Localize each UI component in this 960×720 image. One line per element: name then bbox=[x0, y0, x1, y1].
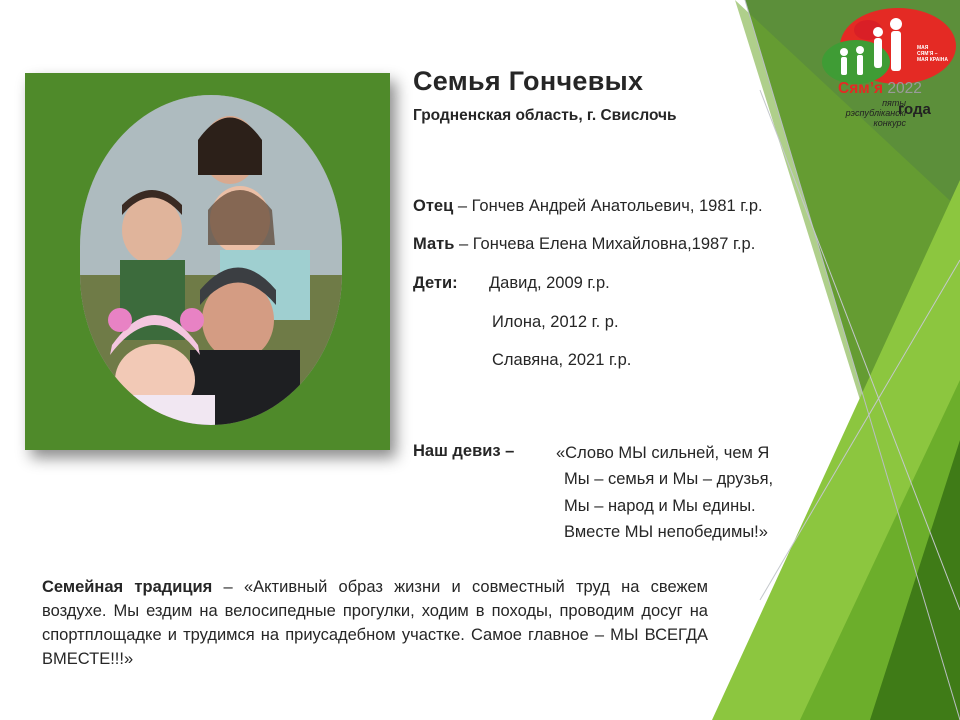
logo-side-text: МАЯ СЯМ’Я – МАЯ КРАІНА bbox=[917, 45, 948, 63]
family-location: Гродненская область, г. Свислочь bbox=[413, 107, 677, 124]
logo-goda: года bbox=[898, 101, 931, 118]
mother-row bbox=[413, 235, 755, 254]
family-photo-illustration bbox=[80, 95, 342, 425]
family-tradition bbox=[42, 575, 708, 671]
child-item: Илона, 2012 г. р. bbox=[492, 313, 619, 331]
tradition-label: Семейная традиция bbox=[42, 578, 213, 596]
family-title: Семья Гончевых bbox=[413, 66, 644, 96]
children-label: Дети: bbox=[413, 274, 458, 292]
child-item: Давид, 2009 г.р. bbox=[489, 274, 610, 292]
logo-title: Сям’я 2022 bbox=[838, 80, 922, 97]
mother-label: Мать bbox=[413, 235, 455, 253]
motto-line: «Слово МЫ сильней, чем Я bbox=[556, 444, 770, 462]
father-row bbox=[413, 197, 763, 216]
motto-line: Мы – семья и Мы – друзья, bbox=[564, 470, 774, 488]
logo-subtitle: пяты рэспубліканскі конкурс bbox=[845, 98, 906, 128]
father-label: Отец bbox=[413, 197, 454, 215]
tradition-text: – «Активный образ жизни и совместный труд на свежем воздухе. Мы ездим на велосипедные прогулки, ходим в походы, проводим досуг на спортплощадке и трудимся на приусадебном участке. Самое главное – МЫ ВСЕГДА ВМЕСТЕ!!!» bbox=[42, 578, 709, 668]
mother-text: – Гончева Елена Михайловна,1987 г.р. bbox=[454, 235, 756, 253]
motto-line: Вместе МЫ непобедимы!» bbox=[564, 523, 768, 541]
motto-label: Наш девиз – bbox=[413, 442, 515, 460]
motto-line: Мы – народ и Мы едины. bbox=[564, 497, 756, 515]
father-text: – Гончев Андрей Анатольевич, 1981 г.р. bbox=[453, 197, 763, 215]
child-item: Славяна, 2021 г.р. bbox=[492, 351, 632, 369]
family-photo bbox=[80, 95, 342, 425]
photo-frame bbox=[25, 73, 390, 450]
